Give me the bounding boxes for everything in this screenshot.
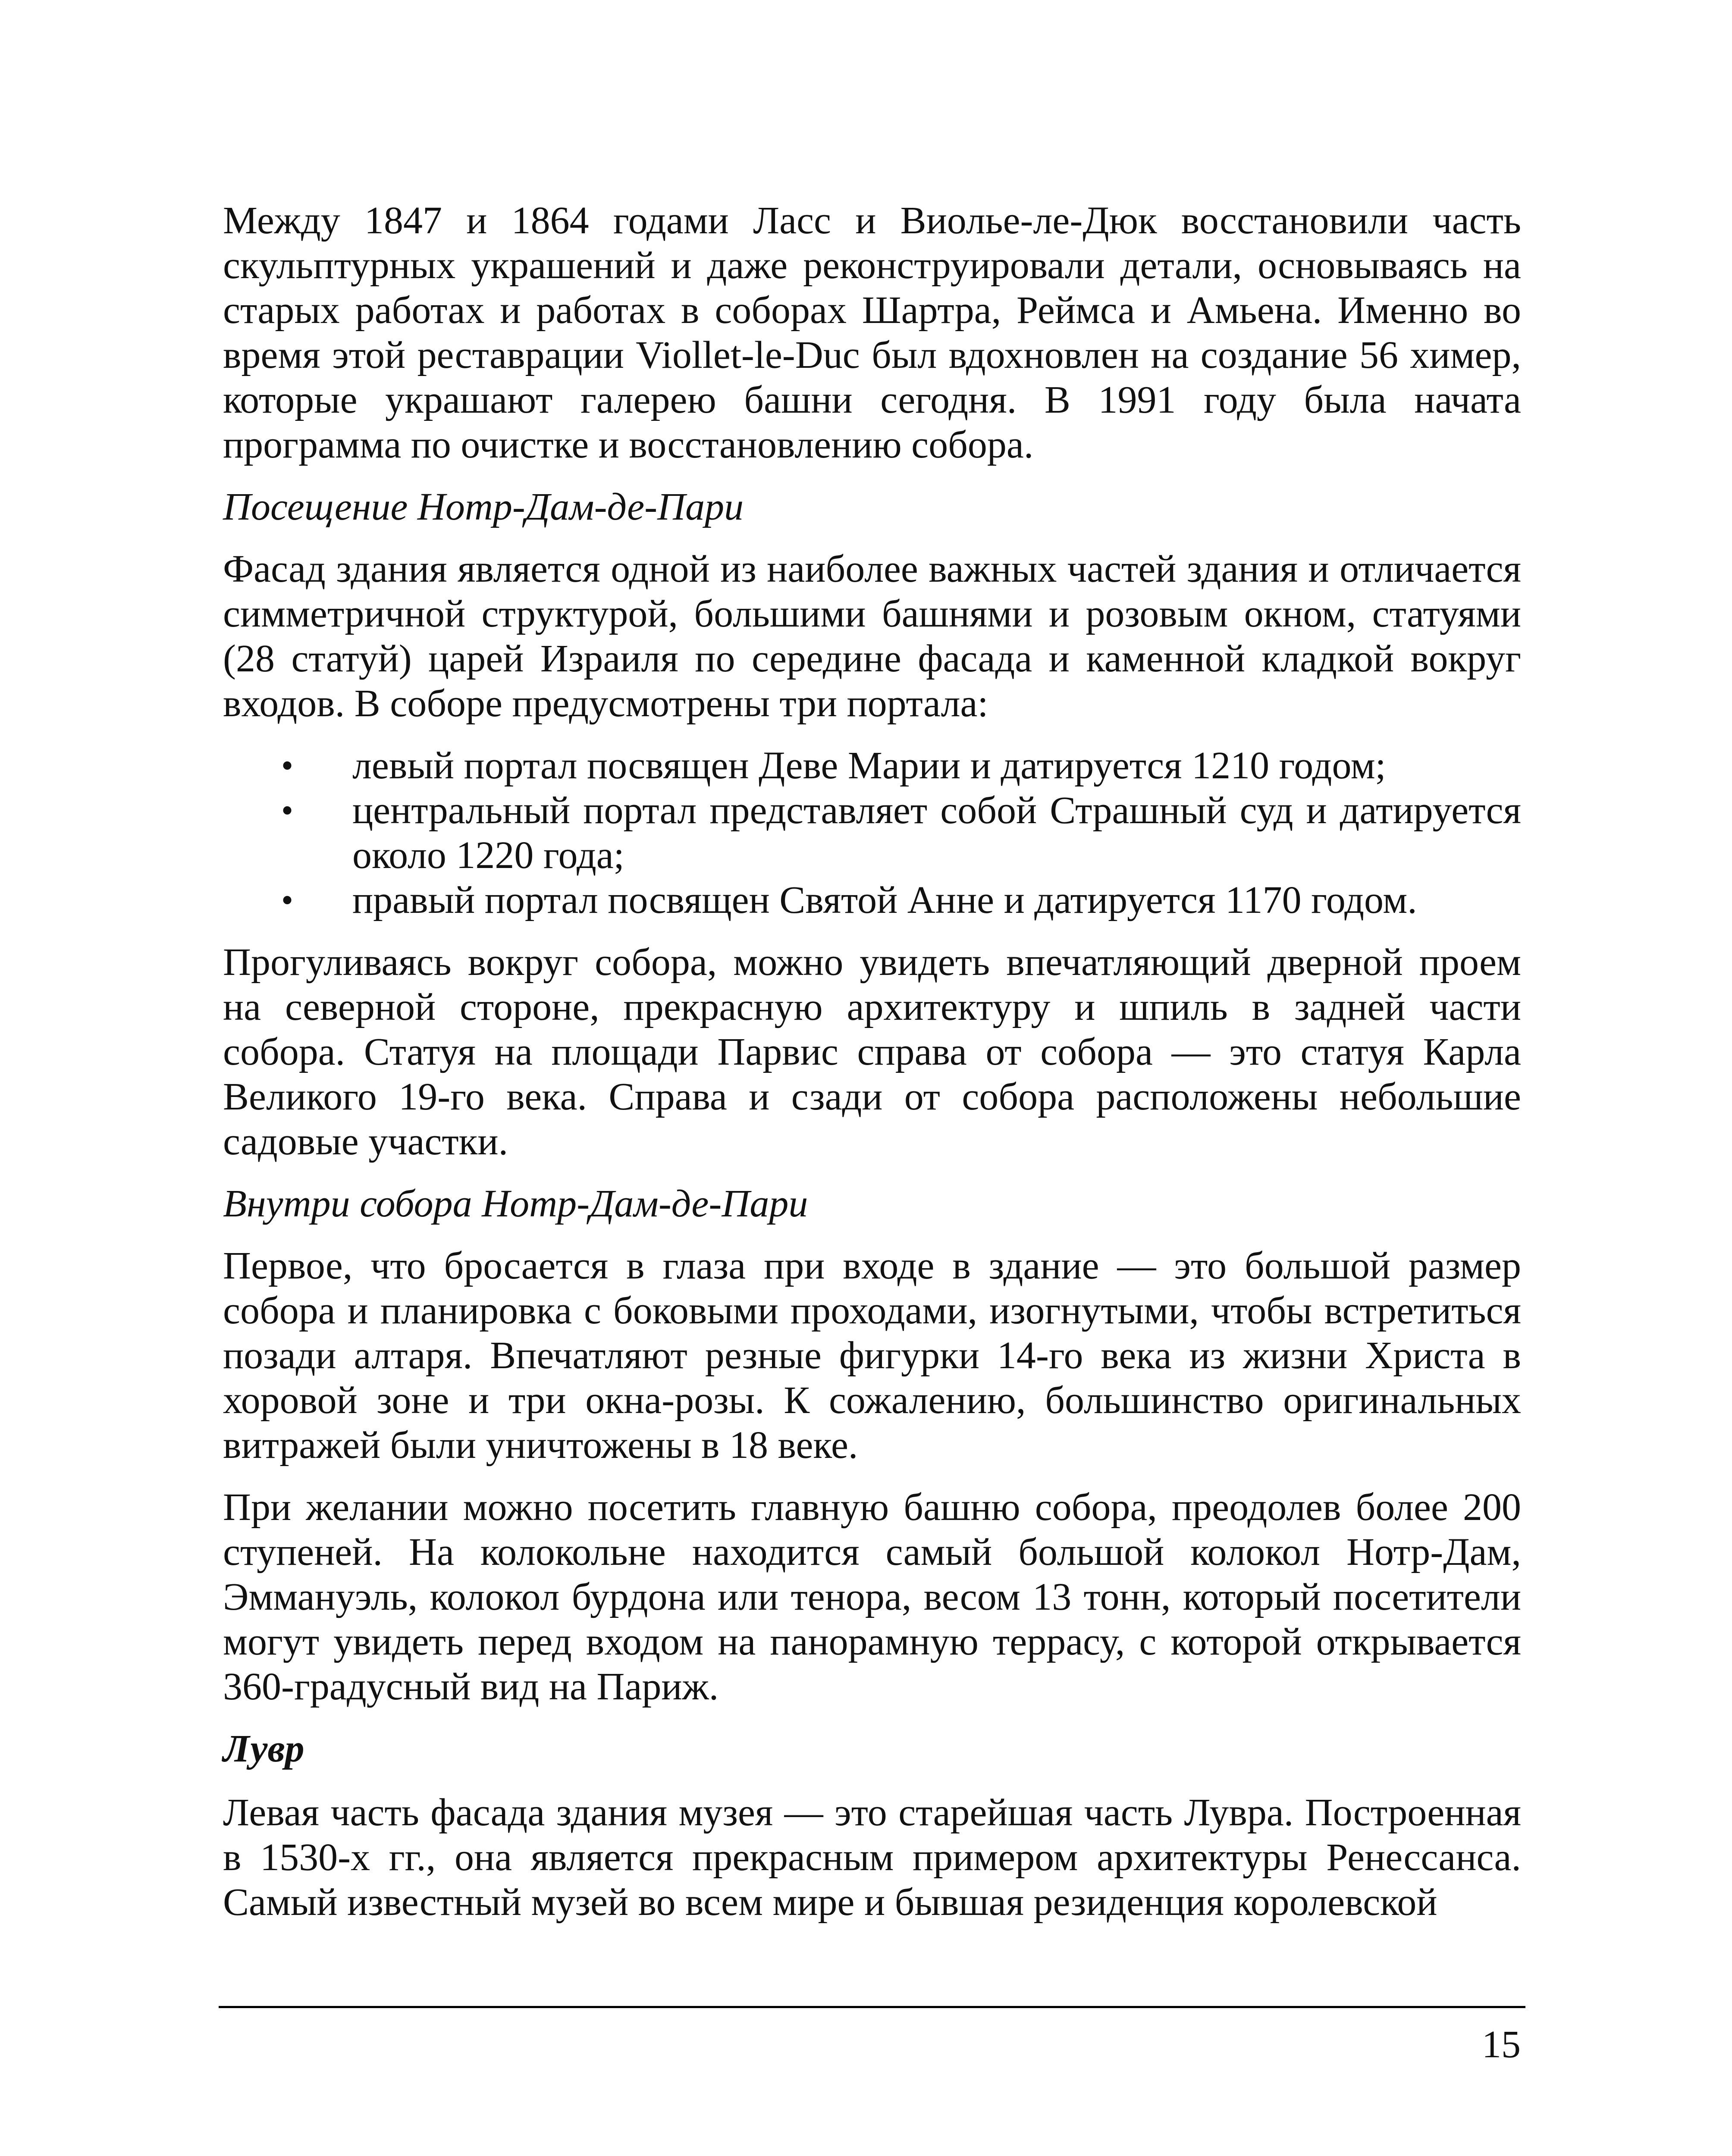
list-item-text: правый портал посвящен Святой Анне и датируется 1170 годом. (352, 879, 1417, 921)
tower-paragraph: При желании можно посетить главную башню собора, преодолев более 200 ступеней. На колокольне находится самый большой колокол Нотр-Дам, Эммануэль, колокол бурдона или тенора, весом 13 тонн, который посетители могут увидеть перед входом на панорамную террасу, с которой открывается 360-градусный вид на Париж. (223, 1486, 1521, 1708)
subheading-visit: Посещение Нотр-Дам-де-Пари (223, 486, 744, 528)
louvre-paragraph: Левая часть фасада здания музея — это старейшая часть Лувра. Построенная в 1530-х гг., она является прекрасным примером архитектуры Ренессанса. Самый известный музей во всем мире и бывшая резиденция королевской (223, 1791, 1521, 1924)
list-item-text: левый портал посвящен Деве Марии и датируется 1210 годом; (352, 744, 1386, 787)
heading-louvre: Лувр (223, 1727, 304, 1770)
subheading-inside: Внутри собора Нотр-Дам-де-Пари (223, 1182, 808, 1225)
list-item (223, 878, 1521, 923)
facade-paragraph: Фасад здания является одной из наиболее важных частей здания и отличается симметричной структурой, большими башнями и розовым окном, статуями (28 статуй) царей Израиля по середине фасада и каменной кладкой вокруг входов. В соборе предусмотрены три портала: (223, 548, 1521, 725)
footer-divider (219, 2006, 1525, 2008)
page-number: 15 (1482, 2023, 1521, 2066)
inside-paragraph: Первое, что бросается в глаза при входе в здание — это большой размер собора и планировка с боковыми проходами, изогнутыми, чтобы встретиться позади алтаря. Впечатляют резные фигурки 14-го века из жизни Христа в хоровой зоне и три окна-розы. К сожалению, большинство оригинальных витражей были уничтожены в 18 веке. (223, 1244, 1521, 1467)
bullet-icon: • (281, 881, 294, 919)
bullet-icon: • (281, 792, 294, 830)
portals-list (223, 743, 1521, 923)
bullet-icon: • (281, 747, 294, 785)
list-item (223, 788, 1521, 878)
list-item (223, 743, 1521, 788)
restoration-paragraph: Между 1847 и 1864 годами Ласс и Виолье-ле-Дюк восстановили часть скульптурных украшений и даже реконструировали детали, основываясь на старых работах и работах в соборах Шартра, Реймса и Амьена. Именно во время этой реставрации Viollet-le-Duc был вдохновлен на создание 56 химер, которые украшают галерею башни сегодня. В 1991 году была начата программа по очистке и восстановлению собора. (223, 199, 1521, 466)
walk-paragraph: Прогуливаясь вокруг собора, можно увидеть впечатляющий дверной проем на северной стороне, прекрасную архитектуру и шпиль в задней части собора. Статуя на площади Парвис справа от собора — это статуя Карла Великого 19-го века. Справа и сзади от собора расположены небольшие садовые участки. (223, 941, 1521, 1163)
list-item-text: центральный портал представляет собой Страшный суд и датируется около 1220 года; (352, 789, 1521, 877)
page-body (223, 198, 1521, 1942)
